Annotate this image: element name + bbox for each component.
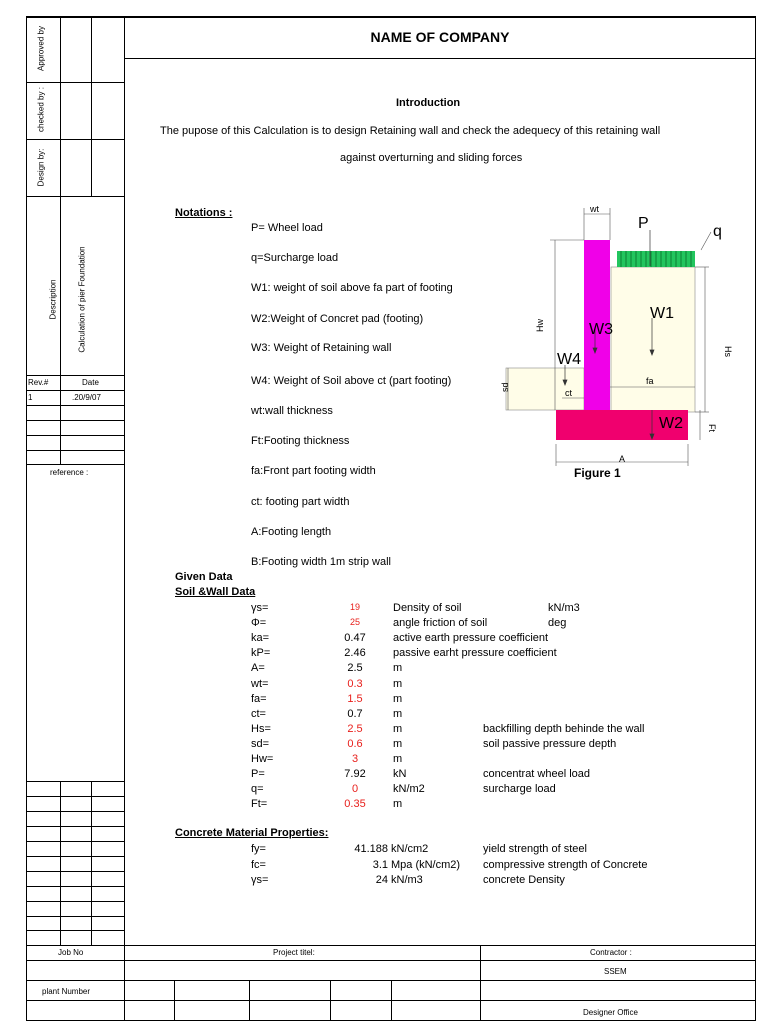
figure-caption: Figure 1 — [574, 466, 621, 480]
given-symbol: γs= — [251, 602, 269, 614]
given-value: 0.6 — [347, 737, 363, 750]
given-symbol: sd= — [251, 737, 270, 750]
fig-label-wt: wt — [590, 204, 599, 214]
given-data-heading: Given Data — [175, 571, 233, 583]
concrete-description: compressive strength of Concrete — [483, 858, 648, 871]
date-label: Date — [82, 378, 99, 387]
given-unit: m — [393, 798, 403, 811]
given-unit: m — [393, 753, 403, 765]
concrete-heading: Concrete Material Properties: — [175, 827, 329, 839]
project-title-label: Project titel: — [273, 948, 315, 957]
given-value: 0.47 — [344, 632, 366, 645]
fig-label-w3: W3 — [589, 321, 613, 338]
given-value: 2.5 — [347, 722, 363, 735]
concrete-symbol: γs= — [251, 874, 269, 886]
given-symbol: Hw= — [251, 753, 274, 765]
fig-label-p: P — [638, 215, 649, 232]
given-unit: m — [393, 707, 403, 720]
notation-item: B:Footing width 1m strip wall — [251, 556, 391, 568]
concrete-description: concrete Density — [483, 874, 565, 886]
given-symbol: kP= — [251, 647, 271, 660]
given-unit: active earth pressure coefficient — [393, 632, 549, 645]
contractor-label: Contractor : — [590, 948, 632, 957]
concrete-unit: kN/m3 — [391, 874, 423, 886]
given-value: 3 — [351, 753, 359, 765]
fig-label-w2: W2 — [659, 415, 683, 432]
concrete-description: yield strength of steel — [483, 843, 587, 855]
notations-heading: Notations : — [175, 207, 233, 219]
fig-label-w1: W1 — [650, 305, 674, 322]
given-description: kN/m3 — [548, 602, 580, 614]
designer-office-label: Designer Office — [583, 1008, 638, 1017]
notation-item: W4: Weight of Soil above ct (part footing) — [251, 375, 452, 387]
given-description: surcharge load — [483, 783, 556, 796]
given-unit: m — [393, 737, 403, 750]
rev-label: Rev.# — [28, 378, 49, 387]
notation-item: A:Footing length — [251, 526, 332, 538]
notation-item: W2:Weight of Concret pad (footing) — [251, 313, 424, 325]
calc-title: Calculation of pier Foundation — [77, 246, 87, 353]
given-value: 25 — [349, 617, 360, 628]
concrete-value: 3.1 — [372, 858, 388, 871]
given-symbol: fa= — [251, 692, 267, 705]
intro-line-1: The pupose of this Calculation is to design Retaining wall and check the adequecy of this retaining wall — [160, 125, 661, 137]
given-unit: passive earht pressure coefficient — [393, 647, 557, 660]
notation-item: P= Wheel load — [251, 222, 323, 234]
fig-label-ct: ct — [565, 388, 573, 398]
fig-label-a: A — [619, 454, 626, 464]
given-value: 0.3 — [347, 677, 363, 690]
reference-label: reference : — [50, 468, 89, 477]
given-symbol: ka= — [251, 632, 270, 645]
concrete-unit: Mpa (kN/cm2) — [391, 858, 461, 871]
given-description: backfilling depth behinde the wall — [483, 722, 645, 735]
notation-item: Ft:Footing thickness — [251, 435, 350, 447]
front-soil — [506, 368, 584, 410]
notation-item: W3: Weight of Retaining wall — [251, 342, 392, 354]
approved-by-label: Approved by — [36, 26, 46, 71]
given-value: 2.5 — [347, 662, 363, 675]
notation-item: ct: footing part width — [251, 496, 350, 508]
concrete-symbol: fc= — [251, 858, 266, 871]
fig-label-ft: Ft — [707, 424, 717, 432]
given-unit: kN/m2 — [393, 783, 425, 796]
given-value: 1.5 — [347, 692, 363, 705]
description-label: Description — [48, 279, 58, 320]
rev-value: 1 — [28, 393, 33, 402]
given-value: 2.46 — [344, 647, 366, 660]
retaining-wall-figure — [495, 200, 735, 490]
given-value: 0 — [351, 783, 359, 796]
notation-item: W1: weight of soil above fa part of footing — [251, 282, 453, 294]
given-symbol: Φ= — [251, 617, 267, 630]
fig-label-q: q — [713, 223, 722, 240]
fig-label-fa: fa — [646, 376, 654, 386]
given-symbol: A= — [251, 662, 265, 675]
given-description: soil passive pressure depth — [483, 737, 617, 750]
company-name: NAME OF COMPANY — [370, 29, 510, 45]
given-unit: Density of soil — [393, 602, 462, 614]
soil-wall-heading: Soil &Wall Data — [175, 586, 256, 598]
given-description: concentrat wheel load — [483, 768, 591, 781]
given-value: 0.7 — [347, 707, 363, 720]
date-value: .20/9/07 — [72, 393, 101, 402]
notation-item: wt:wall thickness — [251, 405, 333, 417]
contractor-value: SSEM — [604, 967, 627, 976]
concrete-value: 24 — [375, 874, 388, 886]
intro-line-2: against overturning and sliding forces — [340, 152, 523, 164]
plant-number-label: plant Number — [42, 987, 91, 996]
job-no-label: Job No — [58, 948, 84, 957]
notation-item: fa:Front part footing width — [251, 465, 376, 477]
given-symbol: q= — [251, 783, 264, 796]
backfill-soil — [611, 267, 695, 412]
given-unit: m — [393, 692, 403, 705]
given-value: 0.35 — [344, 798, 366, 811]
given-symbol: Hs= — [251, 722, 271, 735]
concrete-symbol: fy= — [251, 843, 266, 855]
given-unit: kN — [393, 768, 407, 781]
given-symbol: Ft= — [251, 798, 268, 811]
design-by-label: Design by: — [36, 148, 46, 187]
given-description: deg — [548, 617, 567, 630]
given-symbol: ct= — [251, 707, 266, 720]
checked-by-label: checked by : — [36, 87, 46, 132]
given-unit: m — [393, 662, 403, 675]
fig-label-w4: W4 — [557, 351, 581, 368]
given-value: 7.92 — [344, 768, 366, 781]
given-unit: m — [393, 722, 403, 735]
fig-label-hs: Hs — [723, 346, 733, 357]
given-value: 19 — [349, 602, 360, 612]
concrete-value: 41.188 — [354, 843, 388, 855]
fig-label-sd: sd — [500, 382, 510, 392]
notation-item: q=Surcharge load — [251, 252, 339, 264]
given-symbol: P= — [251, 768, 265, 781]
given-symbol: wt= — [251, 677, 269, 690]
given-unit: angle friction of soil — [393, 617, 488, 630]
concrete-unit: kN/cm2 — [391, 843, 429, 855]
fig-label-hw: Hw — [535, 319, 545, 332]
given-unit: m — [393, 677, 403, 690]
intro-title: Introduction — [396, 97, 461, 109]
